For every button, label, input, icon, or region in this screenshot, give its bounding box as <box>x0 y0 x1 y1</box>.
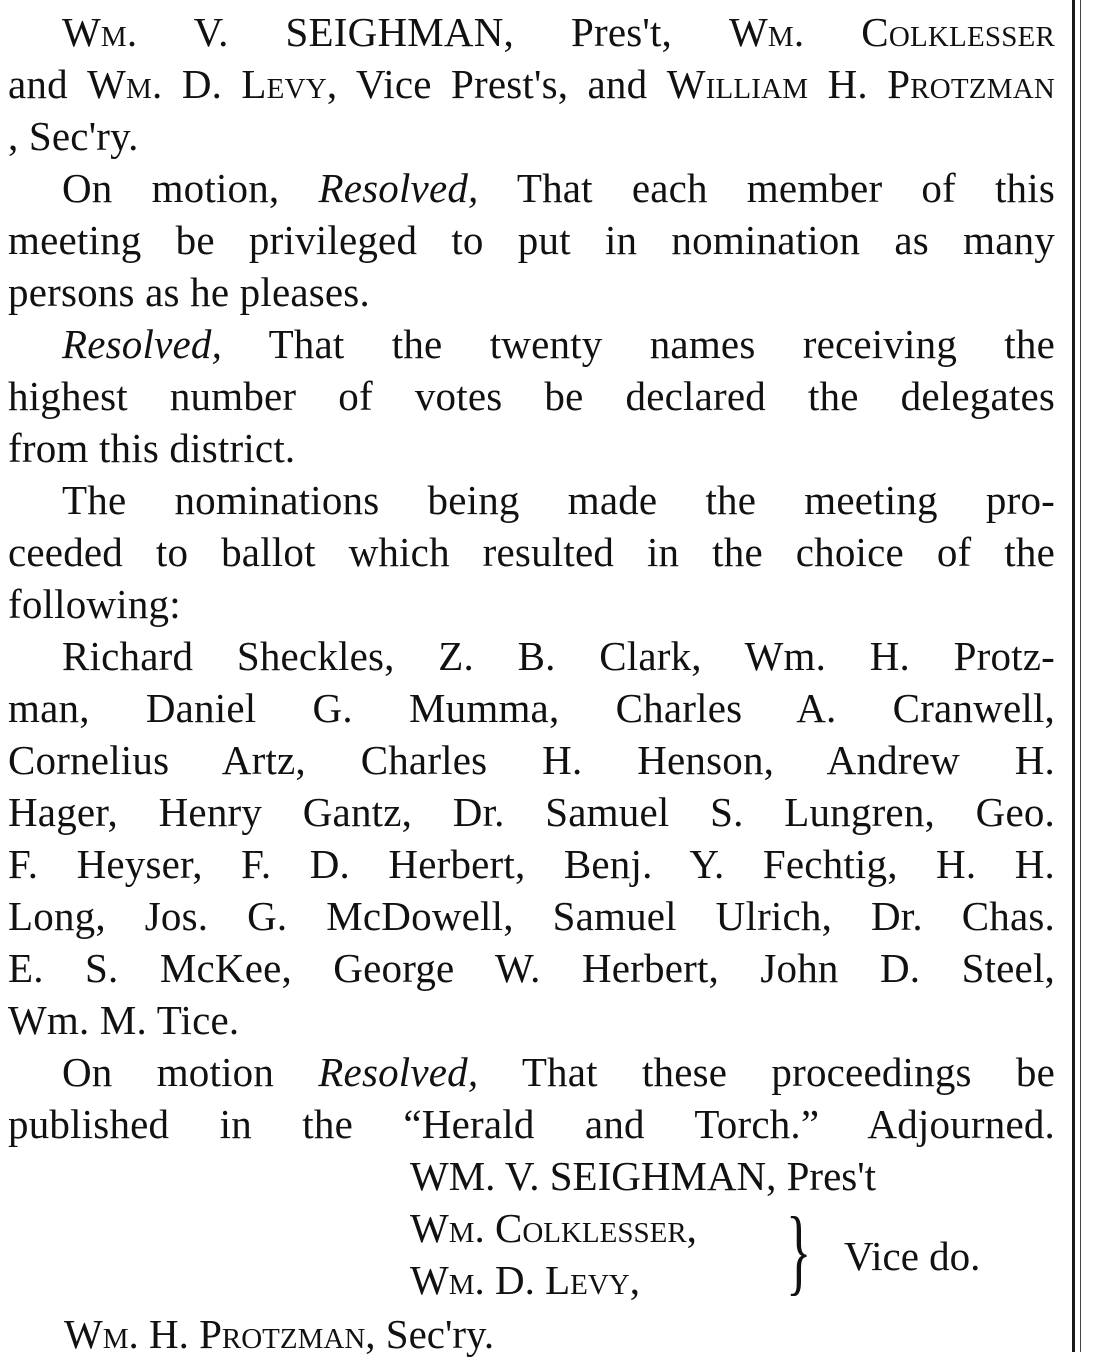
resolution-1-line-1 <box>8 162 1055 214</box>
resolution-2-line-3: from this district. <box>8 425 296 471</box>
closing-lead: On motion <box>62 1049 275 1095</box>
signature-secretary <box>64 1308 494 1360</box>
article-column <box>8 6 1055 1360</box>
secretary-name: William H. Protzman <box>666 61 1055 107</box>
delegates-line-5: F. Heyser, F. D. Herbert, Benj. Y. Fechtig, H. H. <box>8 841 1055 887</box>
delegates-line-2: man, Daniel G. Mumma, Charles A. Cranwell, <box>8 685 1055 731</box>
closing-line-1 <box>8 1046 1055 1098</box>
vp1-name: Wm. Colklesser <box>728 9 1055 55</box>
signature-vp1: Wm. Colklesser, <box>410 1205 697 1251</box>
signature-brace: } <box>786 1197 812 1304</box>
closing-line-2: published in the “Herald and Torch.” Adjourned. <box>8 1101 1055 1147</box>
officers-paragraph <box>8 6 1055 162</box>
resolution-1-text-1: That each member of this <box>516 165 1055 211</box>
signature-block <box>8 1150 1055 1360</box>
resolution-1-line-2: meeting be privileged to put in nomination as many <box>8 217 1055 263</box>
resolution-2-line-2: highest number of votes be declared the delegates <box>8 373 1055 419</box>
signature-secretary-title: , Sec'ry. <box>365 1311 495 1357</box>
resolution-2-line-1 <box>8 318 1055 370</box>
delegates-list <box>8 630 1055 1046</box>
vp2-name: Wm. D. Levy <box>87 61 327 107</box>
delegates-line-4: Hager, Henry Gantz, Dr. Samuel S. Lungren, Geo. <box>8 789 1055 835</box>
officers-line-1 <box>8 6 1055 58</box>
resolution-2-text-1: That the twenty names receiving the <box>268 321 1055 367</box>
president-name: Wm. V. SEIGHMAN <box>62 9 504 55</box>
resolution-1 <box>8 162 1055 318</box>
signature-president: WM. V. SEIGHMAN, Pres't <box>410 1153 877 1199</box>
delegates-line-8: Wm. M. Tice. <box>8 997 240 1043</box>
president-title: , Pres't, <box>503 9 672 55</box>
officers-line-3 <box>8 110 1055 162</box>
officers-line-2 <box>8 58 1055 110</box>
nominations-line-3: following: <box>8 581 181 627</box>
signature-vice-label: Vice do. <box>844 1233 981 1279</box>
delegates-line-1: Richard Sheckles, Z. B. Clark, Wm. H. Protz- <box>62 633 1055 679</box>
resolution-2 <box>8 318 1055 474</box>
officers-joiner: and <box>8 61 68 107</box>
resolution-2-keyword: Resolved, <box>62 321 223 367</box>
nominations-line-2: ceeded to ballot which resulted in the choice of the <box>8 529 1055 575</box>
delegates-line-7: E. S. McKee, George W. Herbert, John D. Steel, <box>8 945 1055 991</box>
nominations-paragraph <box>8 474 1055 630</box>
nominations-line-1: The nominations being made the meeting pro- <box>62 477 1055 523</box>
signature-secretary-name: Wm. H. Protzman <box>64 1311 366 1357</box>
column-rule <box>1072 0 1075 1352</box>
resolution-1-keyword: Resolved, <box>318 165 479 211</box>
resolution-1-lead: On motion, <box>62 165 280 211</box>
secretary-title: , Sec'ry. <box>8 113 139 159</box>
column-rule-thin <box>1080 0 1081 1352</box>
closing-text-1: That these proceedings be <box>521 1049 1055 1095</box>
delegates-line-3: Cornelius Artz, Charles H. Henson, Andrew H. <box>8 737 1055 783</box>
closing-keyword: Resolved, <box>318 1049 479 1095</box>
delegates-line-6: Long, Jos. G. McDowell, Samuel Ulrich, Dr. Chas. <box>8 893 1055 939</box>
closing-resolution <box>8 1046 1055 1150</box>
resolution-1-line-3: persons as he pleases. <box>8 269 370 315</box>
signature-vp2: Wm. D. Levy, <box>410 1257 640 1303</box>
vp-title: , Vice Prest's, and <box>326 61 648 107</box>
